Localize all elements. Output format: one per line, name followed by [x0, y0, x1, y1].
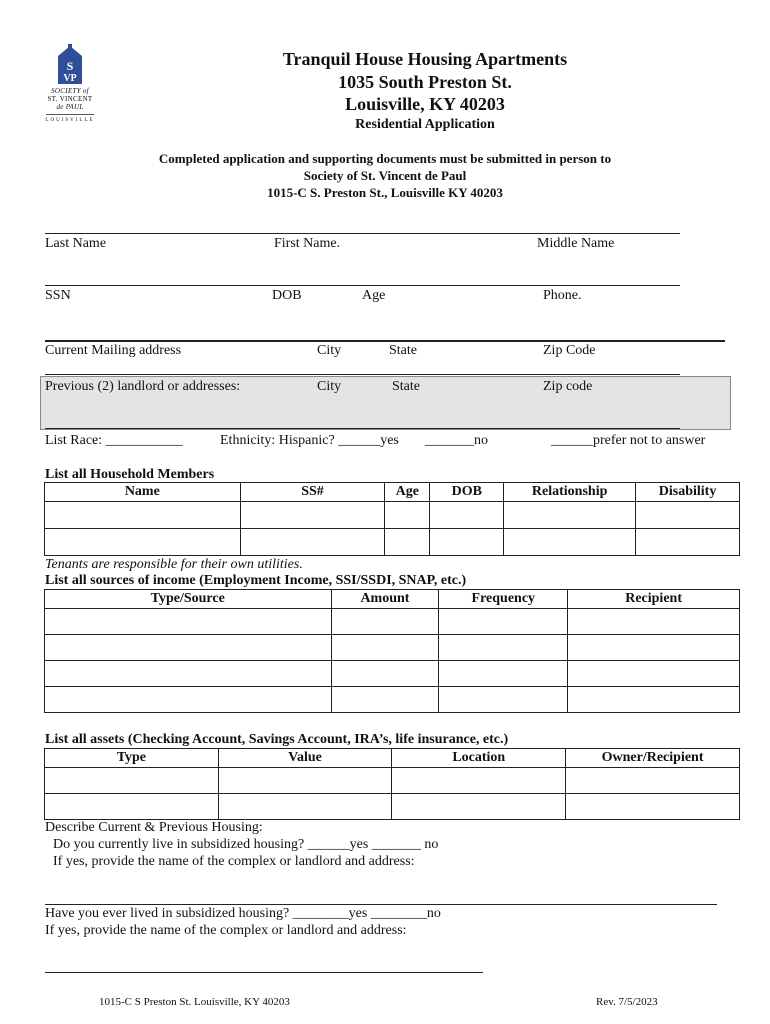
name-line[interactable] — [45, 233, 680, 234]
household-col-ssn: SS# — [240, 483, 385, 502]
table-cell[interactable] — [439, 687, 568, 713]
table-cell[interactable] — [504, 502, 636, 529]
ssn-line[interactable] — [45, 285, 680, 286]
submit-note-1: Completed application and supporting documents must be submitted in person to — [158, 151, 612, 166]
table-cell[interactable] — [45, 687, 332, 713]
logo-line-3: de PAUL — [56, 103, 84, 111]
table-cell[interactable] — [45, 768, 219, 794]
submit-note-3: 1015-C S. Preston St., Louisville KY 40203 — [267, 185, 503, 200]
assets-table — [44, 748, 740, 820]
current-housing-line[interactable] — [45, 904, 717, 905]
household-col-relationship: Relationship — [504, 483, 636, 502]
ethnicity-no-label: _______no — [425, 433, 488, 448]
table-cell[interactable] — [45, 661, 332, 687]
table-cell[interactable] — [392, 768, 566, 794]
table-cell[interactable] — [439, 635, 568, 661]
table-cell[interactable] — [568, 609, 740, 635]
table-row — [45, 768, 740, 794]
previous-city-label: City — [317, 379, 342, 394]
table-cell[interactable] — [331, 609, 439, 635]
table-cell[interactable] — [568, 687, 740, 713]
household-col-name: Name — [45, 483, 241, 502]
household-col-age: Age — [385, 483, 430, 502]
table-cell[interactable] — [568, 661, 740, 687]
zip-label: Zip Code — [543, 343, 596, 358]
income-col-frequency: Frequency — [439, 590, 568, 609]
table-cell[interactable] — [566, 794, 740, 820]
housing-heading: Describe Current & Previous Housing: — [45, 820, 263, 835]
previous-label: Previous (2) landlord or addresses: — [45, 379, 241, 394]
previous-state-label: State — [392, 379, 420, 394]
dob-label: DOB — [272, 288, 302, 303]
table-cell[interactable] — [568, 635, 740, 661]
logo-line-2: ST. VINCENT — [47, 95, 93, 103]
table-cell[interactable] — [240, 529, 385, 556]
mailing-bottom-line — [45, 374, 680, 375]
previous-line — [45, 428, 680, 429]
ethnicity-label: Ethnicity: Hispanic? ______yes — [220, 433, 399, 448]
table-cell[interactable] — [385, 502, 430, 529]
table-cell[interactable] — [45, 609, 332, 635]
household-table — [44, 482, 740, 556]
mailing-label: Current Mailing address — [45, 343, 182, 358]
table-cell[interactable] — [45, 502, 241, 529]
logo-line-4: LOUISVILLE — [45, 118, 95, 123]
table-row — [45, 687, 740, 713]
title-street: 1035 South Preston St. — [338, 72, 512, 92]
previous-housing-line[interactable] — [45, 972, 483, 973]
city-label: City — [317, 343, 342, 358]
household-col-dob: DOB — [430, 483, 504, 502]
table-cell[interactable] — [331, 687, 439, 713]
table-cell[interactable] — [218, 794, 392, 820]
income-heading: List all sources of income (Employment Income, SSI/SSDI, SNAP, etc.) — [45, 573, 467, 588]
phone-label: Phone. — [543, 288, 582, 303]
household-heading: List all Household Members — [45, 467, 215, 482]
table-row — [45, 661, 740, 687]
footer-address: 1015-C S Preston St. Louisville, KY 40203 — [99, 996, 290, 1008]
table-cell[interactable] — [430, 502, 504, 529]
table-cell[interactable] — [504, 529, 636, 556]
table-row — [45, 635, 740, 661]
race-label: List Race: ___________ — [45, 433, 183, 448]
title-name: Tranquil House Housing Apartments — [282, 49, 568, 69]
table-cell[interactable] — [439, 661, 568, 687]
table-row — [45, 502, 740, 529]
table-row — [45, 609, 740, 635]
table-row — [45, 529, 740, 556]
table-cell[interactable] — [566, 768, 740, 794]
table-cell[interactable] — [218, 768, 392, 794]
assets-heading: List all assets (Checking Account, Savings Account, IRA’s, life insurance, etc.) — [45, 732, 509, 747]
subsidized-current-question: Do you currently live in subsidized housing? ______yes _______ no — [53, 837, 439, 852]
table-cell[interactable] — [331, 635, 439, 661]
mailing-line[interactable] — [45, 340, 725, 342]
ssn-label: SSN — [45, 288, 71, 303]
subsidized-ever-question: Have you ever lived in subsidized housing? ________yes ________no — [45, 906, 441, 921]
assets-col-value: Value — [218, 749, 392, 768]
subsidized-ever-followup: If yes, provide the name of the complex or landlord and address: — [45, 923, 407, 938]
table-cell[interactable] — [636, 529, 740, 556]
household-col-disability: Disability — [636, 483, 740, 502]
prefer-not-label: ______prefer not to answer — [551, 433, 706, 448]
table-cell[interactable] — [240, 502, 385, 529]
table-cell[interactable] — [385, 529, 430, 556]
table-row — [45, 794, 740, 820]
subsidized-current-followup: If yes, provide the name of the complex or landlord and address: — [53, 854, 415, 869]
submit-note-2: Society of St. Vincent de Paul — [303, 168, 467, 183]
age-label: Age — [362, 288, 386, 303]
svg-text:S: S — [66, 59, 74, 73]
subtitle: Residential Application — [355, 117, 495, 132]
income-col-type: Type/Source — [45, 590, 332, 609]
middle-name-label: Middle Name — [537, 236, 615, 251]
svdp-logo — [40, 44, 100, 124]
first-name-label: First Name. — [274, 236, 341, 251]
assets-col-location: Location — [392, 749, 566, 768]
table-cell[interactable] — [430, 529, 504, 556]
title-city: Louisville, KY 40203 — [345, 94, 505, 114]
table-cell[interactable] — [392, 794, 566, 820]
svg-text:VP: VP — [63, 73, 77, 84]
assets-col-type: Type — [45, 749, 219, 768]
state-label: State — [389, 343, 417, 358]
income-col-amount: Amount — [331, 590, 439, 609]
income-table — [44, 589, 740, 713]
table-cell[interactable] — [45, 529, 241, 556]
previous-zip-label: Zip code — [543, 379, 593, 394]
footer-revision: Rev. 7/5/2023 — [596, 996, 658, 1008]
svdp-monogram-icon — [40, 44, 100, 86]
logo-line-1: SOCIETY of — [51, 87, 89, 95]
last-name-label: Last Name — [45, 236, 107, 251]
table-cell[interactable] — [636, 502, 740, 529]
table-cell[interactable] — [45, 794, 219, 820]
table-cell[interactable] — [45, 635, 332, 661]
table-cell[interactable] — [331, 661, 439, 687]
income-col-recipient: Recipient — [568, 590, 740, 609]
utilities-note: Tenants are responsible for their own utilities. — [45, 557, 303, 572]
assets-col-owner: Owner/Recipient — [566, 749, 740, 768]
table-cell[interactable] — [439, 609, 568, 635]
